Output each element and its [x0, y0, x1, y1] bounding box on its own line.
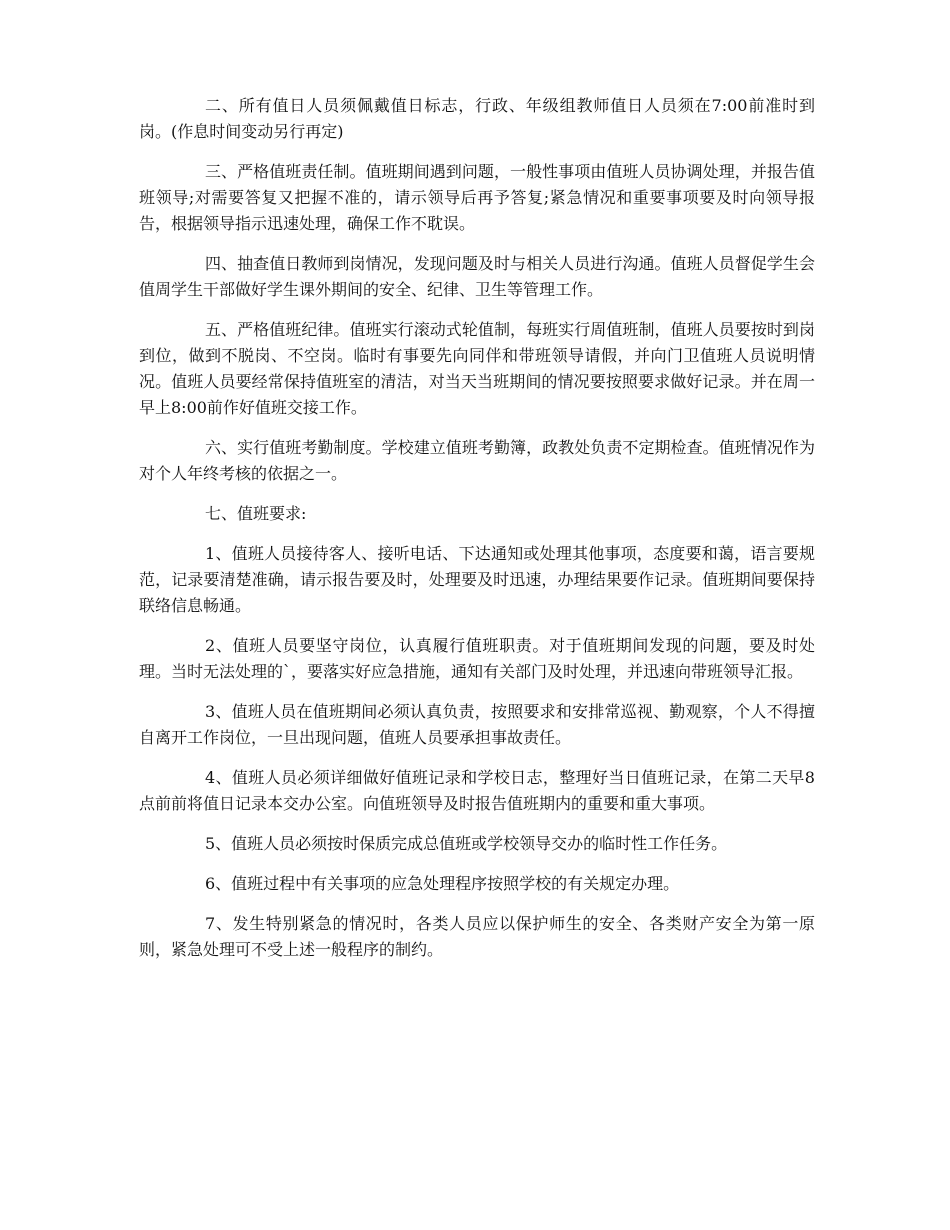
paragraph-item-2: 二、所有值日人员须佩戴值日标志，行政、年级组教师值日人员须在7:00前准时到岗。(作息时间变动另行再定)	[139, 96, 815, 141]
paragraph-item-3: 三、严格值班责任制。值班期间遇到问题，一般性事项由值班人员协调处理，并报告值班领导;对需要答复又把握不准的，请示领导后再予答复;紧急情况和重要事项要及时向领导报告，根据领导指示迅速处理，确保工作不耽误。	[139, 162, 815, 233]
requirement-item-1: 1、值班人员接待客人、接听电话、下达通知或处理其他事项，态度要和蔼，语言要规范，记录要清楚准确，请示报告要及时，处理要及时迅速，办理结果要作记录。值班期间要保持联络信息畅通。	[139, 544, 815, 615]
paragraph-item-6: 六、实行值班考勤制度。学校建立值班考勤簿，政教处负责不定期检查。值班情况作为对个人年终考核的依据之一。	[139, 438, 815, 483]
requirement-item-5: 5、值班人员必须按时保质完成总值班或学校领导交办的临时性工作任务。	[205, 834, 728, 853]
requirement-item-6: 6、值班过程中有关事项的应急处理程序按照学校的有关规定办理。	[205, 874, 680, 893]
requirement-item-3: 3、值班人员在值班期间必须认真负责，按照要求和安排常巡视、勤观察，个人不得擅自离开工作岗位，一旦出现问题，值班人员要承担事故责任。	[139, 702, 815, 747]
requirement-item-7: 7、发生特别紧急的情况时，各类人员应以保护师生的安全、各类财产安全为第一原则，紧急处理可不受上述一般程序的制约。	[139, 914, 815, 959]
requirement-item-2: 2、值班人员要坚守岗位，认真履行值班职责。对于值班期间发现的问题，要及时处理。当时无法处理的`，要落实好应急措施，通知有关部门及时处理，并迅速向带班领导汇报。	[139, 636, 815, 681]
document-page	[139, 93, 815, 977]
paragraph-item-5: 五、严格值班纪律。值班实行滚动式轮值制，每班实行周值班制，值班人员要按时到岗到位，做到不脱岗、不空岗。临时有事要先向同伴和带班领导请假，并向门卫值班人员说明情况。值班人员要经常保持值班室的清洁，对当天当班期间的情况要按照要求做好记录。并在周一早上8:00前作好值班交接工作。	[139, 320, 815, 417]
requirement-item-4: 4、值班人员必须详细做好值班记录和学校日志，整理好当日值班记录，在第二天早8点前前将值日记录本交办公室。向值班领导及时报告值班期内的重要和重大事项。	[139, 768, 815, 813]
paragraph-item-4: 四、抽查值日教师到岗情况，发现问题及时与相关人员进行沟通。值班人员督促学生会值周学生干部做好学生课外期间的安全、纪律、卫生等管理工作。	[139, 254, 815, 299]
section-heading-requirements: 七、值班要求:	[205, 504, 307, 523]
